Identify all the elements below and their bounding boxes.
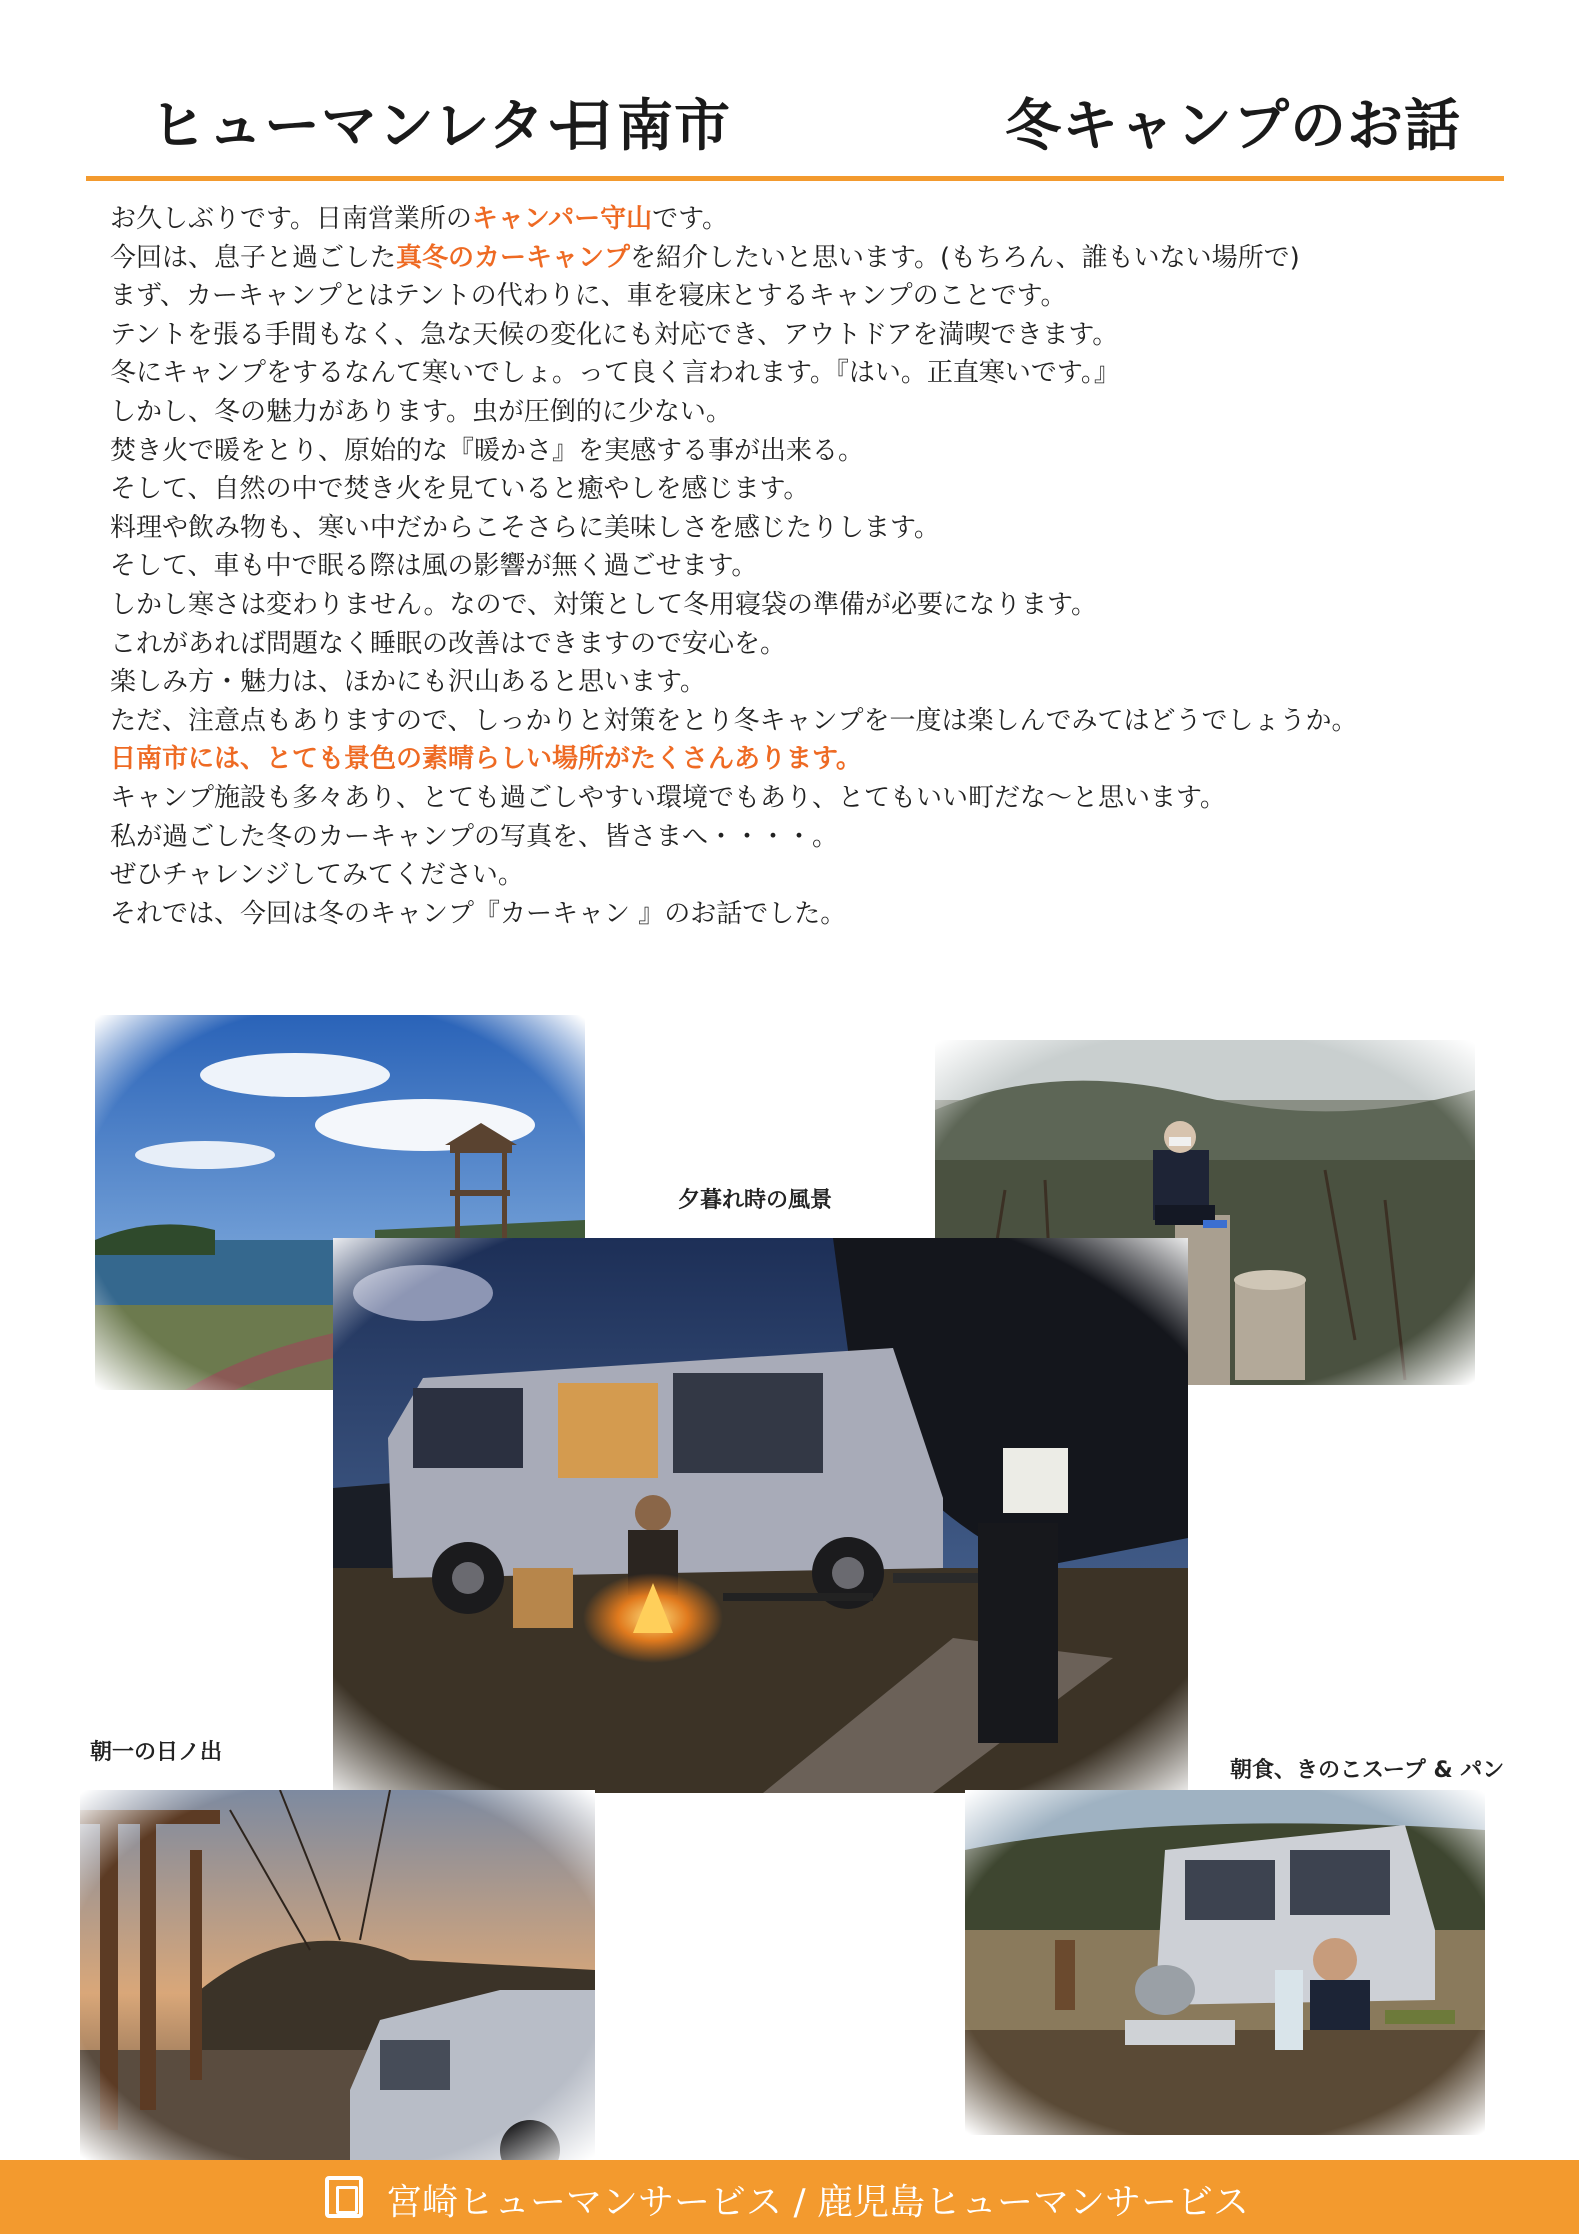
body-line: しかし寒さは変わりません。なので、対策として冬用寝袋の準備が必要になります。	[110, 589, 1097, 620]
photo-sunrise	[80, 1790, 595, 2160]
body-line-highlight: 日南市には、とても景色の素晴らしい場所がたくさんあります。	[110, 744, 862, 775]
body-line: それでは、今回は冬のキャンプ『カーキャン 』のお話でした。	[110, 898, 847, 929]
body-line: ぜひチャレンジしてみてください。	[110, 860, 524, 891]
body-line: お久しぶりです。日南営業所のキャンパー守山です。	[110, 204, 729, 234]
body-line: そして、自然の中で焚き火を見ていると癒やしを感じます。	[110, 474, 810, 505]
footer-company-names: 宮崎ヒューマンサービス / 鹿児島ヒューマンサービス	[386, 2182, 1250, 2223]
body-line: 焚き火で暖をとり、原始的な『暖かさ』を実感する事が出来る。	[110, 435, 865, 466]
photo-dusk-van-campfire	[333, 1238, 1188, 1793]
body-line: そして、車も中で眠る際は風の影響が無く過ごせます。	[110, 551, 758, 582]
body-line: 楽しみ方・魅力は、ほかにも沢山あると思います。	[110, 667, 706, 698]
body-line: ただ、注意点もありますので、しっかりと対策をとり冬キャンプを一度は楽しんでみてはどうでしょうか。	[110, 705, 1358, 736]
body-line: 今回は、息子と過ごした真冬のカーキャンプを紹介したいと思います。(もちろん、誰もいない場所で)	[110, 242, 1300, 273]
newsletter-title: ヒューマンレター	[150, 94, 603, 159]
body-line: まず、カーキャンプとはテントの代わりに、車を寝床とするキャンプのことです。	[110, 281, 1067, 312]
body-line: テントを張る手間もなく、急な天候の変化にも対応でき、アウトドアを満喫できます。	[110, 319, 1119, 350]
page-header	[90, 62, 1510, 172]
body-line: しかし、冬の魅力があります。虫が圧倒的に少ない。	[110, 396, 732, 427]
topic-title: 冬キャンプのお話	[1005, 94, 1461, 159]
body-line: 料理や飲み物も、寒い中だからこそさらに美味しさを感じたりします。	[110, 512, 940, 543]
header-divider	[86, 176, 1504, 181]
article-body	[110, 200, 1510, 933]
body-line: キャンプ施設も多々あり、とても過ごしやすい環境でもあり、とてもいい町だな～と思います。	[110, 782, 1226, 813]
body-line: 冬にキャンプをするなんて寒いでしょ。って良く言われます。『はい。正直寒いです。』	[110, 358, 1120, 389]
highlight-topic: 真冬のカーキャンプ	[396, 242, 631, 273]
photo-breakfast	[965, 1790, 1485, 2135]
city-title: 日南市	[560, 94, 731, 159]
caption-sunrise: 朝一の日ノ出	[90, 1740, 223, 1765]
caption-dusk: 夕暮れ時の風景	[678, 1188, 833, 1213]
company-logo-icon	[325, 2176, 363, 2218]
caption-breakfast: 朝食、きのこスープ & パン	[1230, 1758, 1505, 1783]
highlight-name: キャンパー守山	[471, 204, 653, 234]
body-line: これがあれば問題なく睡眠の改善はできますので安心を。	[110, 628, 787, 659]
body-line: 私が過ごした冬のカーキャンプの写真を、皆さまへ・・・・。	[110, 821, 839, 852]
footer-bar	[0, 2160, 1579, 2234]
